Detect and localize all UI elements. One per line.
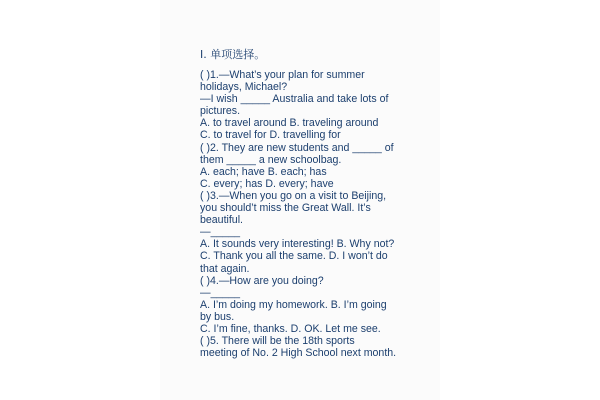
text-line: ( )5. There will be the 18th sports [200, 335, 355, 348]
text-line: C. Thank you all the same. D. I won’t do [200, 250, 388, 263]
text-line: A. to travel around B. traveling around [200, 117, 379, 130]
text-line: ( )2. They are new students and _____ of [200, 141, 394, 154]
text-line: pictures. [200, 105, 241, 118]
text-line: by bus. [200, 310, 235, 323]
text-line: them _____ a new schoolbag. [200, 153, 342, 166]
text-line: A. each; have B. each; has [200, 165, 327, 178]
text-line: C. every; has D. every; have [200, 177, 334, 190]
text-line: —I wish _____ Australia and take lots of [200, 93, 389, 106]
text-line: ( )3.—When you go on a visit to Beijing, [200, 189, 387, 202]
section-title: Ⅰ. 单项选择。 [200, 48, 266, 61]
text-line: —_____ [200, 286, 241, 299]
question-text [200, 69, 410, 359]
text-line: —_____ [200, 226, 241, 239]
text-line: C. to travel for D. travelling for [200, 129, 341, 142]
text-line: A. It sounds very interesting! B. Why not? [200, 238, 395, 251]
text-line: A. I’m doing my homework. B. I’m going [200, 298, 387, 311]
text-line: meeting of No. 2 High School next month. [200, 347, 397, 360]
text-line: ( )4.—How are you doing? [200, 274, 324, 287]
text-line: C. I’m fine, thanks. D. OK. Let me see. [200, 322, 381, 335]
text-line: that again. [200, 262, 250, 275]
text-line: you should’t miss the Great Wall. It’s [200, 202, 371, 215]
text-line: beautiful. [200, 214, 243, 227]
text-line: holidays, Michael? [200, 81, 288, 94]
text-line: ( )1.—What’s your plan for summer [200, 69, 365, 81]
